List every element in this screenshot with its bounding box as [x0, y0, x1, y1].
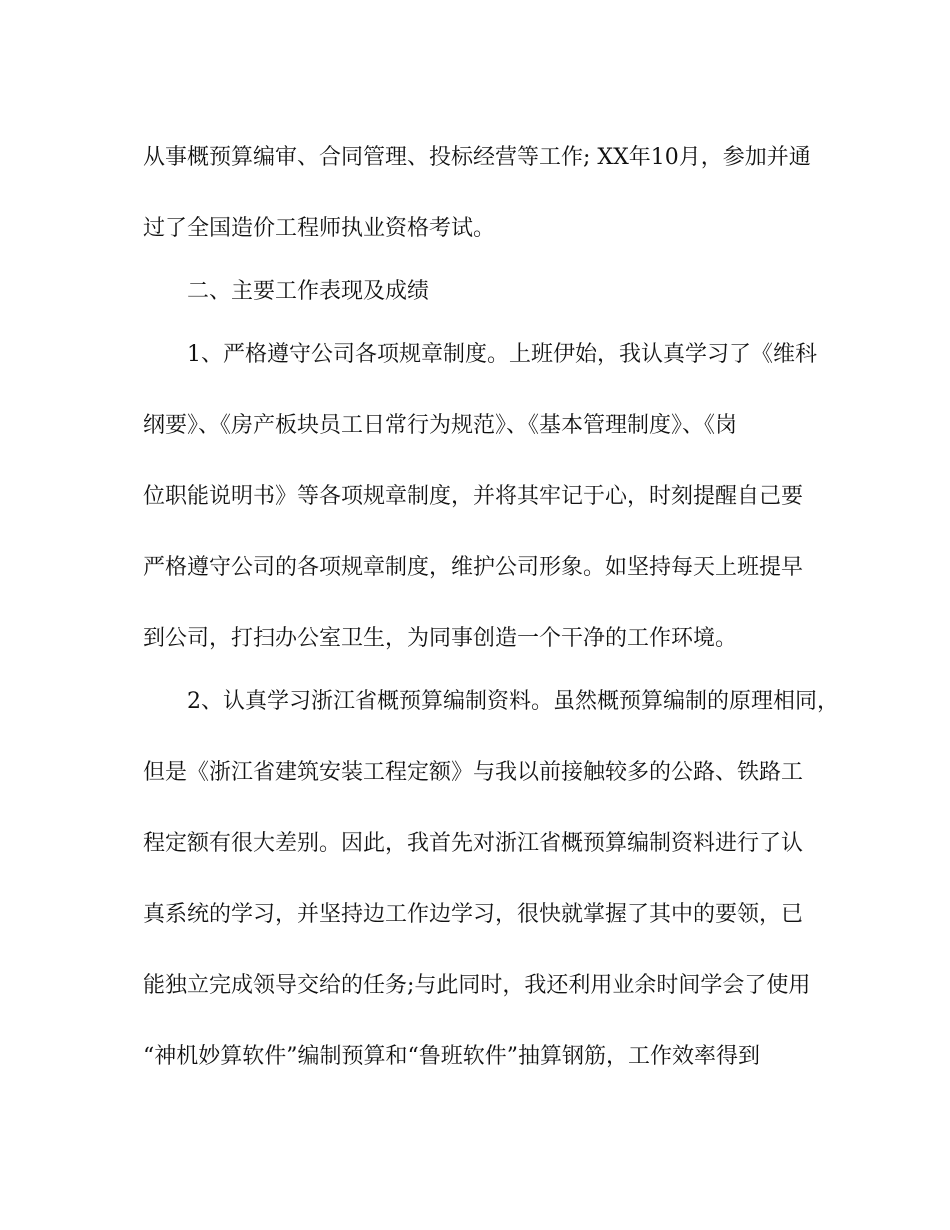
text-line-2: 过了全国造价工程师执业资格考试。 [143, 216, 496, 241]
text-line-14: “神机妙算软件”编制预算和“鲁班软件”抽算钢筋，工作效率得到 [143, 1044, 760, 1069]
text-line-9: 2、认真学习浙江省概预算编制资料。虽然概预算编制的原理相同， [187, 689, 839, 714]
text-line-4: 1、严格遵守公司各项规章制度。上班伊始，我认真学习了《维科 [187, 342, 817, 367]
text-line-1: 从事概预算编审、合同管理、投标经营等工作; XX年10月，参加并通 [143, 145, 811, 170]
section-heading: 二、主要工作表现及成绩 [187, 279, 430, 304]
text-line-7: 严格遵守公司的各项规章制度，维护公司形象。如坚持每天上班提早 [143, 555, 804, 580]
text-line-5: 纲要》、《房产板块员工日常行为规范》、《基本管理制度》、《岗 [143, 413, 738, 438]
text-line-13: 能独立完成领导交给的任务;与此同时，我还利用业余时间学会了使用 [143, 973, 811, 998]
text-line-6: 位职能说明书》等各项规章制度，并将其牢记于心，时刻提醒自己要 [143, 484, 804, 509]
text-line-10: 但是《浙江省建筑安装工程定额》与我以前接触较多的公路、铁路工 [143, 760, 804, 785]
text-line-8: 到公司，打扫办公室卫生，为同事创造一个干净的工作环境。 [143, 626, 738, 651]
text-line-12: 真系统的学习，并坚持边工作边学习，很快就掌握了其中的要领，已 [143, 902, 804, 927]
text-line-11: 程定额有很大差别。因此，我首先对浙江省概预算编制资料进行了认 [143, 831, 804, 856]
